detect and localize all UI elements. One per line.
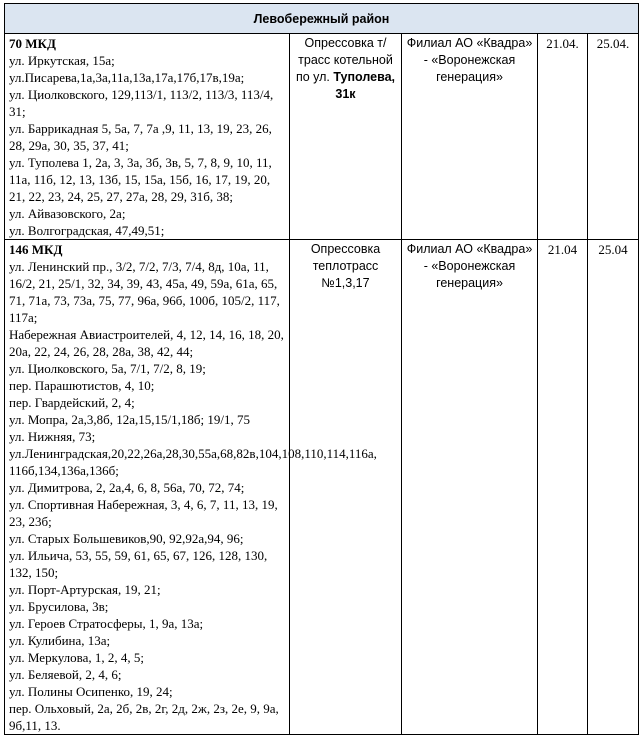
address-line: ул. Циолковского, 129,113/1, 113/2, 113/3, 113/4, 31; [9,87,274,119]
address-line: ул. Айвазовского, 2а; [9,206,126,221]
start-date: 21.04. [538,34,588,240]
table-row [5,34,639,240]
address-line: ул. Меркулова, 1, 2, 4, 5; [9,650,144,665]
executor-cell: Филиал АО «Квадра» - «Воронежская генерация» [402,240,538,735]
district-header-row [5,4,639,34]
address-line: ул. Иркутская, 15а; [9,53,115,68]
address-line: ул. Кулибина, 13а; [9,633,111,648]
start-date: 21.04 [538,240,588,735]
address-line: ул.Ленинградская,20,22,26а,28,30,55а,68,82в,104,108,110,114,116а, 116б,134,136а,136б; [9,446,377,478]
address-line: ул. Нижняя, 73; [9,429,96,444]
address-line: ул. Баррикадная 5, 5а, 7, 7а ,9, 11, 13, 19, 23, 26, 28, 29а, 30, 35, 37, 41; [9,121,272,153]
address-line: ул. Старых Большевиков,90, 92,92а,94, 96; [9,531,244,546]
building-count: 146 МКД [9,242,63,257]
end-date: 25.04 [588,240,639,735]
district-title: Левобережный район [5,4,639,34]
address-line: ул. Спортивная Набережная, 3, 4, 6, 7, 11, 13, 19, 23, 23б; [9,497,278,529]
end-date: 25.04. [588,34,639,240]
address-line: ул. Ильича, 53, 55, 59, 61, 65, 67, 126, 128, 130, 132, 150; [9,548,268,580]
address-line: пер. Гвардейский, 2, 4; [9,395,135,410]
work-description-cell [290,240,402,735]
address-line: пер. Ольховый, 2а, 2б, 2в, 2г, 2д, 2ж, 2з, 2е, 9, 9а, 9б,11, 13. [9,701,279,733]
address-line: ул. Туполева 1, 2а, 3, 3а, 3б, 3в, 5, 7, 8, 9, 10, 11, 11а, 11б, 12, 13, 13б, 15, 15а, 15б, 16, 17, 19, 20, 21, 22, 23, 24, 25, 27, 27а, 28, 29, 31б, 38; [9,155,272,204]
address-line: ул. Димитрова, 2, 2а,4, 6, 8, 56а, 70, 72, 74; [9,480,245,495]
address-line: ул. Мопра, 2а,3,8б, 12а,15,15/1,18б; 19/1, 75 [9,412,250,427]
building-count: 70 МКД [9,36,56,51]
work-description: Опрессовка теплотрасс №1,3,17 [310,242,381,290]
work-description: Опрессовка т/трасс котельной по ул. [295,36,393,84]
address-line: ул. Беляевой, 2, 4, 6; [9,667,122,682]
addresses-cell [5,34,290,240]
address-line: ул. Порт-Артурская, 19, 21; [9,582,161,597]
table-row [5,240,639,735]
work-description-cell [290,34,402,240]
address-line: ул. Циолковского, 5а, 7/1, 7/2, 8, 19; [9,361,206,376]
work-location: Туполева, 31к [333,70,396,101]
address-line: ул. Волгоградская, 47,49,51; [9,223,165,238]
address-line: ул.Писарева,1а,3а,11а,13а,17а,17б,17в,19а; [9,70,245,85]
schedule-table [4,3,639,735]
address-line: ул. Полины Осипенко, 19, 24; [9,684,173,699]
address-line: ул. Брусилова, 3в; [9,599,109,614]
address-line: пер. Парашютистов, 4, 10; [9,378,155,393]
address-line: Набережная Авиастроителей, 4, 12, 14, 16, 18, 20, 20а, 22, 24, 26, 28, 28а, 38, 42, 44; [9,327,284,359]
address-line: ул. Героев Стратосферы, 1, 9а, 13а; [9,616,204,631]
executor-cell: Филиал АО «Квадра» - «Воронежская генерация» [402,34,538,240]
address-line: ул. Ленинский пр., 3/2, 7/2, 7/3, 7/4, 8д, 10а, 11, 16/2, 21, 25/1, 32, 34, 39, 43, 45а, 49, 59а, 61а, 65, 71, 71а, 73, 73а, 75, 77, 96а, 96б, 100б, 105/2, 117, 117а; [9,259,280,325]
